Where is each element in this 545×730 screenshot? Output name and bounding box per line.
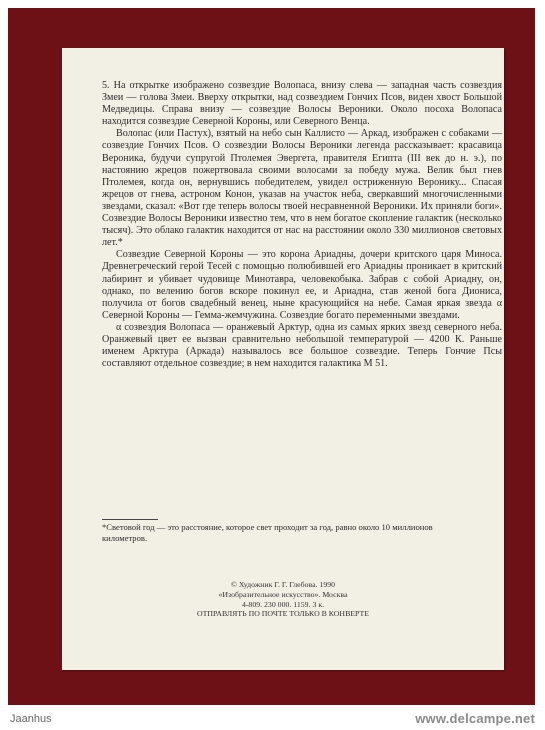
postcard-back (62, 48, 504, 670)
publisher-imprint (62, 580, 504, 619)
body-text (102, 80, 502, 370)
paragraph-1: 5. На открытке изображено созвездие Волопаса, внизу слева — западная часть созвездия Змеи — голова Змеи. Вверху открытки, над созвездием Гончих Псов, виден хвост Большой Медведицы. Справа внизу — созвездие Волосы Вероники. Около посоха Волопаса находится созвездие Северной Короны, или Северного Венца. (102, 80, 502, 128)
paragraph-4: α созвездия Волопаса — оранжевый Арктур, одна из самых ярких звезд северного неба. Оранжевый цвет ее вызван сравнительно небольшой температурой — 4200 К. Раньше именем Арктура (Аркада) называлось все большое созвездие. Теперь Гончие Псы составляют отдельное созвездие; в нем находится галактика М 51. (102, 321, 502, 370)
footnote-rule (102, 519, 158, 520)
imprint-publisher: «Изобразительное искусство». Москва (218, 589, 348, 599)
watermark-bar (0, 708, 545, 730)
footnote: *Световой год — это расстояние, которое свет проходит за год, равно около 10 миллионов километров. (102, 522, 433, 543)
paragraph-2: Волопас (или Пастух), взятый на небо сын Каллисто — Аркад, изображен с собаками — созвездие Гончих Псов. О созвездии Волосы Вероники легенда рассказывает: красавица Вероника, будучи супругой Птолемея Эвергета, правителя Египта (III век до н. э.), по настоянию жрецов пожертвовала своими волосами за победу мужа. Велик был гнев Птолемея, когда он, вернувшись победителем, увидел остриженную Веронику... Спасая жрецов от гнева, астроном Конон, указав на участок неба, сверкавший многочисленными звездами, сказал: «Вот где теперь волосы твоей несравненной Вероники. Их приняли боги». Созвездие Волосы Вероники известно тем, что в нем богатое скопление галактик (несколько тысяч). Это облако галактик находится от нас на расстоянии около 330 миллионов световых лет.* (102, 128, 502, 249)
imprint-mail-notice: ОТПРАВЛЯТЬ ПО ПОЧТЕ ТОЛЬКО В КОНВЕРТЕ (197, 609, 369, 619)
site-watermark: www.delcampe.net (415, 711, 535, 726)
seller-watermark: Jaanhus (10, 713, 52, 725)
imprint-artist: © Художник Г. Г. Глебова. 1990 (230, 580, 336, 589)
imprint-codes: 4-809. 230 000. 1159. 3 к. (241, 599, 325, 609)
paragraph-3: Созвездие Северной Короны — это корона Ариадны, дочери критского царя Миноса. Древнегреческий герой Тесей с помощью полюбившей его Ариадны проникает в критский лабиринт и убивает чудовище Минотавра, человекобыка. Забрав с собой Ариадну, он, однако, по велению богов вскоре покинул ее, и Ариадна, став женой бога Диониса, получила от богов свадебный венец, ныне красующийся на небе. Самая яркая звезда α Северной Короны — Гемма-жемчужина. Созвездие богато переменными звездами. (102, 249, 502, 321)
